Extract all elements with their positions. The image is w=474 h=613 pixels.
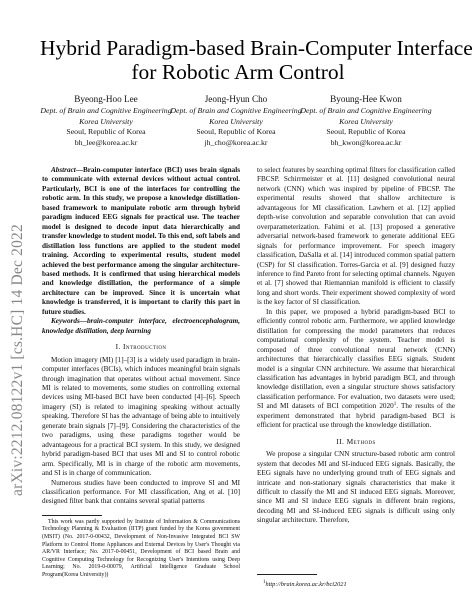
footnote-rule	[257, 574, 317, 575]
author-dept: Dept. of Brain and Cognitive Engineering	[170, 106, 302, 115]
keywords-text: —brain-computer interface, electroencephalogram, knowledge distillation, deep learning	[42, 317, 240, 335]
intro-paragraph-1: Motion imagery (MI) [1]–[3] is a widely used paradigm in brain-computer interfaces (BCIs), which induces meaningful brain signals through imagination that operates without actual movement. Since MI is related to movements, some studies on controlling external devices using MI-based BCI have been conducted [4]–[6]. Speech imagery (SI) is related to imagining speaking without actually speaking. Therefore SI has the advantage of being able to intuitively generate brain signals [7]–[9]. Considering the characteristics of the two paradigms, using these paradigms together would be advantageous for a practical BCI system. In this study, we designed hybrid paradigm-based BCI that uses MI and SI to control robotic arm. Specifically, MI is in charge of the robotic arm movements, and SI is in charge of communication.	[42, 355, 240, 478]
section-title: Introduction	[122, 342, 167, 352]
abstract	[42, 166, 240, 317]
abstract-text: —Brain-computer interface (BCI) uses brain signals to communicate with external devices without actual control. Particularly, BCI is one of the interfaces for controlling the robotic arm. In this study, we propose a knowledge distillation-based framework to manipulate robotic arm through hybrid paradigm induced EEG signals for practical use. The teacher model is designed to decode input data hierarchically and transfer knowledge to student model. To this end, soft labels and distillation loss functions are applied to the student model training. According to experimental results, student model achieved the best performance among the singular architecture-based methods. It is confirmed that using hierarchical models and knowledge distillation, the performance of a simple architecture can be improved. Since it is uncertain what knowledge is transferred, it is important to clarify this part in future studies.	[42, 166, 240, 316]
section-number: I.	[115, 342, 121, 352]
right-paragraph-1: to select features by searching optimal filters for classification called FBCSP. Schirrmeister et al. [11] designed convolutional neural network (CNN) which was inspired by pipeline of FBCSP. The experimental results showed that shallow architecture is advantageous for MI classification. Lawhern et al. [12] applied depth-wise convolution and separable convolution that can avoid overparameterization. Fahimi et al. [13] proposed a generative adversarial network-based framework to generate additional EEG signals for performance improvement. For speech imagery classification, DaSalla et al. [14] introduced common spatial pattern (CSP) for SI classification. Torres-Garcia et al. [9] designed fuzzy inference to find Pareto front for selecting optimal channels. Nguyen et al. [7] showed that Riemannian manifold is efficient to classify long and short words. Their experiment showed complexity of word is the key factor of SI classification.	[257, 166, 455, 307]
author-univ: Korea University	[79, 116, 133, 126]
author-city: Seoul, Republic of Korea	[326, 127, 406, 137]
author-email: bh_kwon@korea.ac.kr	[330, 137, 402, 147]
url-footnote	[257, 574, 455, 595]
author-name: Byeong-Hoo Lee	[74, 94, 138, 104]
footnote-marker: 1	[393, 402, 397, 408]
keywords	[42, 317, 240, 336]
author-univ: Korea University	[209, 116, 263, 126]
funding-footnote: This work was partly supported by Institute of Information & Communications Technology Planning & Evaluation (IITP) grant funded by the Korea government (MSIT) (No. 2017-0-00432, Development of Non-Invasive Integrated BCI SW Platform to Control Home Appliances and External Devices by User's Thought via AR/VR Interface; No. 2017-0-00451, Development of BCI based Brain and Cognitive Computing Technology for Recognizing User's Intentions using Deep Learning; No. 2019-0-00079, Artificial Intelligence Graduate School Program(Korea University))	[42, 518, 240, 579]
author-email: bh_lee@korea.ac.kr	[74, 137, 138, 147]
intro-paragraph-2: Numerous studies have been conducted to improve SI and MI classification performance. For MI classification, Ang et al. [10] designed filter bank that contains several spatial patterns	[42, 478, 240, 506]
footnote-rule	[42, 515, 102, 516]
arxiv-stamp	[8, 150, 28, 570]
right-paragraph-2-tail: . The results of the experiment demonstrated that hybrid paradigm-based BCI is efficient for practical use through the knowledge distillation.	[257, 402, 456, 430]
footnote-marker: 1	[263, 580, 266, 586]
keywords-lead: Keywords	[51, 317, 80, 326]
author-city: Seoul, Republic of Korea	[196, 127, 276, 137]
url-footnote-text	[257, 581, 455, 589]
author-block-1	[31, 93, 181, 148]
arxiv-id: arXiv:2212.08122v1 [cs.HC] 14 Dec 2022	[9, 224, 27, 496]
author-name: Jeong-Hyun Cho	[204, 94, 268, 104]
author-name: Byoung-Hee Kwon	[330, 94, 402, 104]
footnote-url: http://brain.korea.ac.kr/bci2021	[265, 581, 347, 589]
author-block-2	[161, 93, 311, 148]
right-paragraph-2	[257, 308, 455, 431]
paper-title	[40, 36, 473, 84]
author-email: jh_cho@korea.ac.kr	[204, 137, 268, 147]
author-dept: Dept. of Brain and Cognitive Engineering	[40, 106, 172, 115]
author-city: Seoul, Republic of Korea	[66, 127, 146, 137]
section-title: Methods	[346, 436, 376, 446]
author-dept: Dept. of Brain and Cognitive Engineering	[300, 106, 432, 115]
right-paragraph-2-text: In this paper, we proposed a hybrid paradigm-based BCI to efficiently control robotic arm. Furthermore, we applied knowledge distillation for compressing the model parameters that reduces computational complexity of the system. Teacher model is composed of three convolutional neural network (CNN) architectures that hierarchically classifies EEG signals. Student model is a singular CNN architecture. We assume that hierarchical classification has advantages in hybrid paradigm BCI, and through knowledge distillation, even a singular structure shows satisfactory classification performance. For evaluation, two datasets were used; SI and MI datasets of BCI competition 2020	[257, 307, 455, 411]
section-number: II.	[336, 436, 345, 446]
author-univ: Korea University	[339, 116, 393, 126]
right-column	[257, 166, 455, 526]
section-heading-introduction	[42, 342, 240, 351]
title-line-2: for Robotic Arm Control	[131, 60, 345, 84]
title-line-1: Hybrid Paradigm-based Brain-Computer Interface	[40, 36, 473, 60]
abstract-lead: Abstract	[51, 166, 76, 174]
left-column	[42, 166, 240, 580]
author-block-3	[291, 93, 441, 148]
methods-paragraph-1: We propose a singular CNN structure-based robotic arm control system that decodes MI and SI-induced EEG signals. Basically, the EEG signals have no underlying ground truth of EEG signals and intricate and non-stationary signals characteristics that make it difficult to classify the MI and SI induced EEG signals. Moreover, since MI and SI induce EEG signals in different brain regions, decoding MI and SI-induced EEG signals is difficult using only singular architecture. Therefore,	[257, 450, 455, 525]
section-heading-methods	[257, 437, 455, 446]
